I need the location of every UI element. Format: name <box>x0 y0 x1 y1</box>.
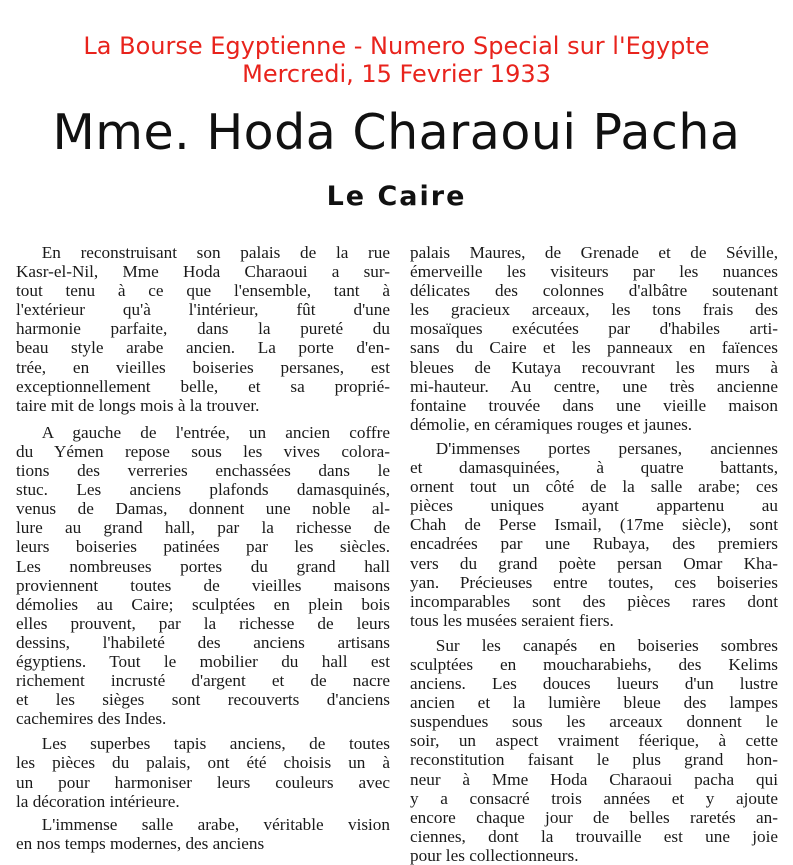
text-line: les gracieux arceaux, les tons frais des <box>410 300 778 320</box>
text-line: L'immense salle arabe, véritable vision <box>16 814 390 834</box>
publication-date: Mercredi, 15 Fevrier 1933 <box>242 60 551 88</box>
text-line: richement incrusté d'argent et de nacre <box>16 671 390 691</box>
text-line: exceptionnellement belle, et sa proprié- <box>16 376 390 396</box>
text-line: A gauche de l'entrée, un ancien coffre <box>16 422 390 442</box>
text-line: mosaïques exécutées par d'habiles arti- <box>410 319 778 339</box>
text-line: Sur les canapés en boiseries sombres <box>410 635 778 655</box>
text-line: délicates des colonnes d'albâtre soutenant <box>410 281 778 301</box>
text-line: cachemires des Indes. <box>16 709 167 729</box>
text-line: Kasr-el-Nil, Mme Hoda Charaoui a sur- <box>16 262 390 282</box>
paragraph <box>16 815 390 853</box>
text-line: ancien et la lumière bleue des lampes <box>410 693 778 713</box>
text-line: sans du Caire et les panneaux en faïences <box>410 338 778 358</box>
text-line: proviennent toutes de vieilles maisons <box>16 575 390 595</box>
text-line: et damasquinées, à quatre battants, <box>410 458 778 478</box>
text-line: palais Maures, de Grenade et de Séville, <box>410 243 778 262</box>
text-line: Les superbes tapis anciens, de toutes <box>16 734 390 754</box>
text-line: anciens. Les douces lueurs d'un lustre <box>410 674 778 694</box>
paragraph <box>410 243 778 434</box>
text-line: Les nombreuses portes du grand hall <box>16 556 390 576</box>
right-column <box>410 243 778 865</box>
paragraph <box>410 636 778 865</box>
paragraph <box>410 439 778 630</box>
text-line: encore chaque jour de belles raretés an- <box>410 807 778 827</box>
text-line: et les sièges sont recouverts d'anciens <box>16 690 390 710</box>
paragraph <box>16 243 390 415</box>
article-subtitle: Le Caire <box>326 181 467 212</box>
text-line: neur à Mme Hoda Charaoui pacha qui <box>410 769 778 789</box>
text-line: harmonie parfaite, dans la pureté du <box>16 319 390 339</box>
text-line: un pour harmoniser leurs couleurs avec <box>16 772 390 792</box>
text-line: émerveille les visiteurs par les nuances <box>410 262 778 282</box>
text-line: lure au grand hall, par la richesse de <box>16 518 390 538</box>
text-line: égyptiens. Tout le mobilier du hall est <box>16 651 390 671</box>
text-line: beau style arabe ancien. La porte d'en- <box>16 338 390 358</box>
text-line: démolies au Caire; sculptées en plein bois <box>16 594 390 614</box>
text-line: tions des verreries enchassées dans le <box>16 461 390 481</box>
text-line: la décoration intérieure. <box>16 791 180 811</box>
text-line: yan. Précieuses entre toutes, ces boiseries <box>410 572 778 592</box>
text-line: ornent tout un côté de la salle arabe; ces <box>410 477 778 497</box>
paragraph-gap <box>16 415 390 423</box>
text-line: reconstitution faisant le plus grand hon- <box>410 750 778 770</box>
text-line: vers du grand poète persan Omar Kha- <box>410 553 778 573</box>
text-line: taire mit de longs mois à la trouver. <box>16 395 260 415</box>
text-line: en nos temps modernes, des anciens <box>16 833 265 853</box>
text-line: ciennes, dont la trouvaille est une joie <box>410 826 778 846</box>
text-line: y a consacré trois années et y ajoute <box>410 788 778 808</box>
text-line: leurs boiseries patinées par les siècles. <box>16 537 390 557</box>
text-line: sculptées en moucharabiehs, des Kelims <box>410 654 778 674</box>
text-line: tout tenu à ce que l'ensemble, tant à <box>16 281 390 301</box>
text-line: suspendues sous les arceaux donnent le <box>410 712 778 732</box>
left-column <box>16 243 390 853</box>
text-line: tous les musées seraient fiers. <box>410 610 614 630</box>
text-line: soir, un aspect vraiment féerique, à cette <box>410 731 778 751</box>
text-line: Chah de Perse Ismail, (17me siècle), sont <box>410 515 778 535</box>
text-line: D'immenses portes persanes, anciennes <box>410 438 778 458</box>
text-line: démolie, en céramiques rouges et jaunes. <box>410 414 693 434</box>
text-line: incomparables sont des pièces rares dont <box>410 591 778 611</box>
paragraph <box>16 734 390 810</box>
text-line: pour les collectionneurs. <box>410 845 579 865</box>
text-line: elles prouvent, par la richesse de leurs <box>16 613 390 633</box>
text-line: En reconstruisant son palais de la rue <box>16 243 390 262</box>
text-line: du Yémen repose sous les vives colora- <box>16 441 390 461</box>
paragraph <box>16 423 390 729</box>
text-line: venus de Damas, donnent une noble al- <box>16 499 390 519</box>
text-line: trée, en vieilles boiseries persanes, est <box>16 357 390 377</box>
text-line: dessins, l'habileté des anciens artisans <box>16 632 390 652</box>
text-line: l'extérieur qu'à l'intérieur, fût d'une <box>16 300 390 320</box>
text-line: encadrées par une Rubaya, des premiers <box>410 534 778 554</box>
publication-header: La Bourse Egyptienne - Numero Special sur l'Egypte <box>83 32 710 60</box>
text-line: mi-hauteur. Au centre, une très ancienne <box>410 376 778 396</box>
article-title: Mme. Hoda Charaoui Pacha <box>52 104 741 161</box>
text-line: stuc. Les anciens plafonds damasquinés, <box>16 480 390 500</box>
text-line: les pièces du palais, ont été choisis un à <box>16 753 390 773</box>
text-line: fontaine trouvée dans une vieille maison <box>410 395 778 415</box>
text-line: pièces uniques ayant appartenu au <box>410 496 778 516</box>
text-line: bleues de Kutaya recouvrant les murs à <box>410 357 778 377</box>
